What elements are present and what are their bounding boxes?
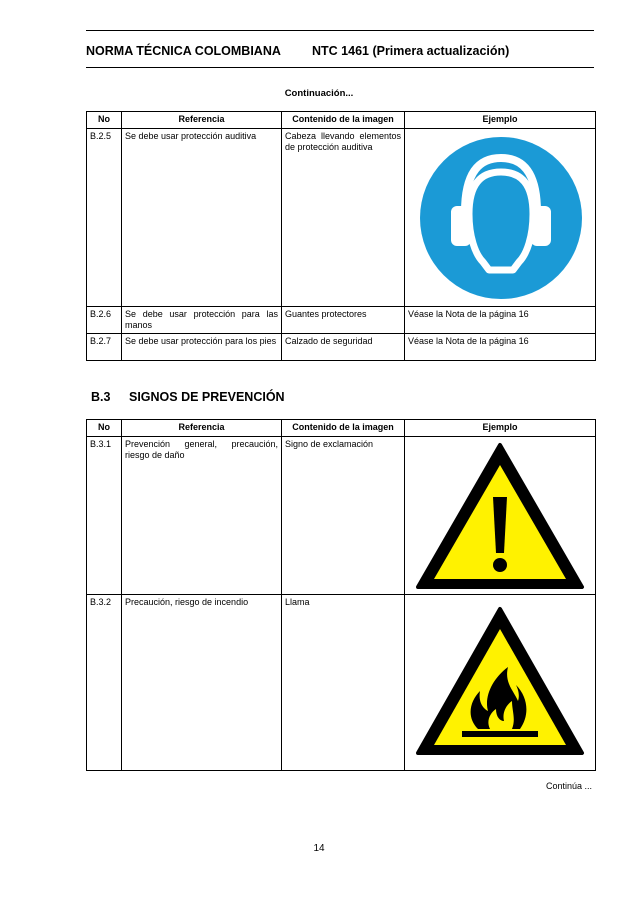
table-header-row (87, 112, 596, 129)
row-example (405, 437, 596, 595)
row-number: B.2.7 (87, 334, 122, 361)
continuation-note: Continuación... (284, 88, 354, 99)
row-reference: Prevención general, precaución, riesgo de daño (122, 437, 282, 595)
section-number: B.3 (91, 390, 111, 404)
table-row (87, 307, 596, 334)
row-number: B.2.6 (87, 307, 122, 334)
row-content: Guantes protectores (282, 307, 405, 334)
col-header-referencia: Referencia (122, 420, 282, 437)
col-header-ejemplo: Ejemplo (405, 112, 596, 129)
col-header-referencia: Referencia (122, 112, 282, 129)
col-header-contenido: Contenido de la imagen (282, 112, 405, 129)
row-example: Véase la Nota de la página 16 (405, 334, 596, 361)
col-header-no: No (87, 420, 122, 437)
row-example: Véase la Nota de la página 16 (405, 307, 596, 334)
row-reference: Se debe usar protección para las manos (122, 307, 282, 334)
header-bottom-rule (86, 67, 594, 68)
col-header-contenido: Contenido de la imagen (282, 420, 405, 437)
table-row (87, 129, 596, 307)
row-example (405, 129, 596, 307)
page-number: 14 (313, 843, 325, 854)
table-header-row (87, 420, 596, 437)
section-title: SIGNOS DE PREVENCIÓN (129, 390, 285, 404)
flame-warning-icon (414, 605, 586, 757)
row-reference: Se debe usar protección para los pies (122, 334, 282, 361)
exclamation-warning-icon (414, 441, 586, 591)
table-row (87, 437, 596, 595)
col-header-ejemplo: Ejemplo (405, 420, 596, 437)
table-row (87, 595, 596, 771)
col-header-no: No (87, 112, 122, 129)
row-number: B.2.5 (87, 129, 122, 307)
row-content: Cabeza llevando elementos de protección auditiva (282, 129, 405, 307)
header-standard-code: NTC 1461 (Primera actualización) (312, 44, 510, 58)
row-example (405, 595, 596, 771)
table-row (87, 334, 596, 361)
header-standard-name: NORMA TÉCNICA COLOMBIANA (86, 44, 281, 58)
hearing-protection-icon (419, 136, 583, 300)
row-number: B.3.1 (87, 437, 122, 595)
row-number: B.3.2 (87, 595, 122, 771)
continues-note: Continúa ... (545, 781, 592, 791)
signs-table-mandatory (86, 111, 596, 361)
row-content: Signo de exclamación (282, 437, 405, 595)
signs-table-warning (86, 419, 596, 771)
row-reference: Precaución, riesgo de incendio (122, 595, 282, 771)
row-reference: Se debe usar protección auditiva (122, 129, 282, 307)
header-top-rule (86, 30, 594, 31)
row-content: Llama (282, 595, 405, 771)
row-content: Calzado de seguridad (282, 334, 405, 361)
